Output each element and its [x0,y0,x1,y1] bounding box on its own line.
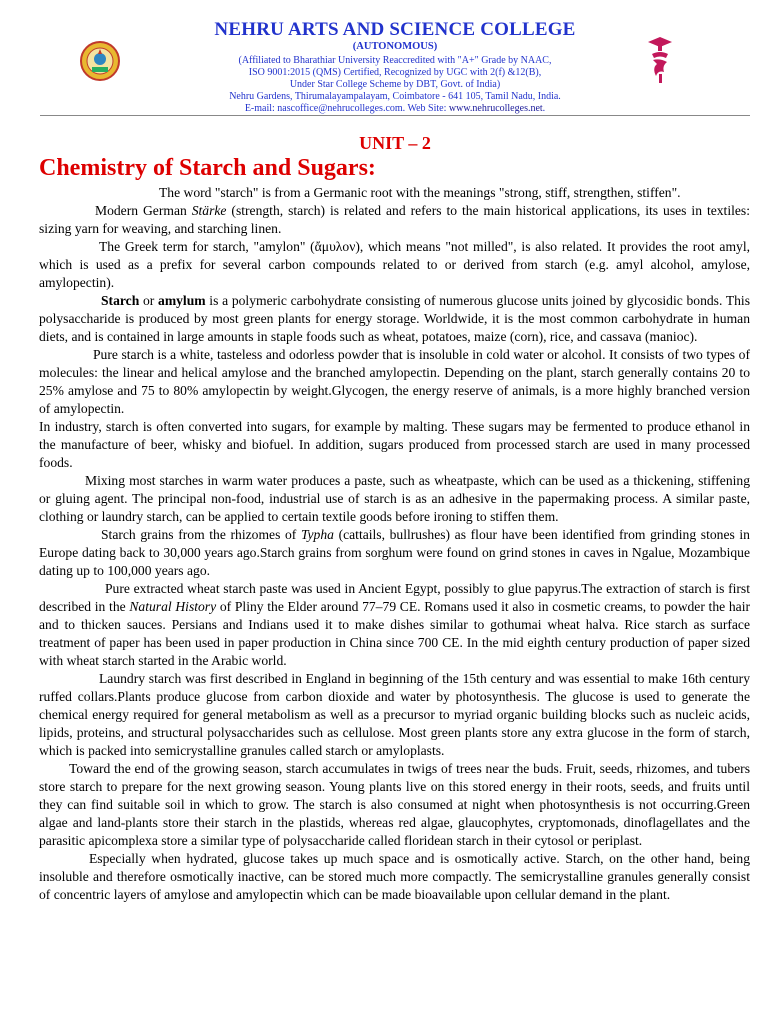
page-title: Chemistry of Starch and Sugars: [39,155,376,181]
college-name: NEHRU ARTS AND SCIENCE COLLEGE [214,19,576,40]
document-body [39,184,750,904]
paragraph: Mixing most starches in warm water produces a paste, such as wheatpaste, which can be used as a thickening, stiffening or gluing agent. The principal non-food, industrial use of starch is as an adhesive in the papermaking process. A similar paste, clothing or laundry starch, can be applied to certain textile goods before ironing to stiffen them. [39,473,750,524]
paragraph: Toward the end of the growing season, starch accumulates in twigs of trees near the buds. Fruit, seeds, rhizomes, and tubers store starch to prepare for the next growing season. Young plants live on this stored energy in their roots, seeds, and fruits until they can find suitable soil in which to grow. The starch is also consumed at night when photosynthesis is not occurring.Green algae and land-plants store their starch in the plastids, whereas red algae, glaucophytes, cryptomonads, dinoflagellates and the parasitic apicomplexa store a similar type of polysaccharide called floridean starch in their cytosol or periplast. [39,761,750,848]
affiliation-line: (Affiliated to Bharathiar University Reaccredited with "A+" Grade by NAAC, [238,55,552,66]
paragraph: Starch grains from the rhizomes of Typha (cattails, bullrushes) as flour have been identified from grinding stones in Europe dating back to 30,000 years ago.Starch grains from sorghum were found on grind stones in caves in Ngalue, Mozambique dating up to 100,000 years ago. [39,527,750,578]
paragraph: Pure starch is a white, tasteless and odorless powder that is insoluble in cold water or alcohol. It consists of two types of molecules: the linear and helical amylose and the branched amylopectin. Depending on the plant, starch generally contains 20 to 25% amylose and 75 to 80% amylopectin by weight.Glycogen, the energy reserve of animals, is a more highly branched version of amylopectin. [39,347,750,416]
scheme-line: Under Star College Scheme by DBT, Govt. of India) [289,79,501,90]
group-logo-icon [644,36,676,84]
paragraph: Modern German Stärke (strength, starch) is related and refers to the main historical applications, its uses in textiles: sizing yarn for weaving, and starching linen. [39,203,750,236]
college-header [0,0,768,116]
header-divider [40,115,750,116]
paragraph: In industry, starch is often converted into sugars, for example by malting. These sugars may be fermented to produce ethanol in the manufacture of beer, whisky and biofuel. In addition, sugars produced from processed starch are used in many processed foods. [39,419,750,470]
paragraph: Pure extracted wheat starch paste was used in Ancient Egypt, possibly to glue papyrus.The extraction of starch is first described in the Natural History of Pliny the Elder around 77–79 CE. Romans used it also in cosmetic creams, to powder the hair and to thicken sauces. Persians and Indians used it to make dishes similar to gothumai wheat halva. Rice starch as surface treatment of paper has been used in paper production in China since 700 CE. In the mid eighth century production of paper sized with wheat starch started in the Arabic world. [39,581,750,668]
email-text: E-mail: nascoffice@nehrucolleges.com. Web Site: [244,103,449,114]
certification-line: ISO 9001:2015 (QMS) Certified, Recognized by UGC with 2(f) &12(B), [248,67,542,78]
college-emblem-icon [80,40,120,84]
unit-heading: UNIT – 2 [359,133,431,153]
period: . [542,103,546,114]
website-link[interactable]: www.nehrucolleges.net [448,103,543,114]
autonomous-label: (AUTONOMOUS) [352,41,438,52]
paragraph: Laundry starch was first described in England in beginning of the 15th century and was essential to make 16th century ruffed collars.Plants produce glucose from carbon dioxide and water by photosynthesis. The glucose is used to generate the chemical energy required for general metabolism as well as a precursor to myriad organic building blocks such as nucleic acids, lipids, proteins, and structural polysaccharides such as cellulose. Most green plants store any extra glucose in the form of starch, which is packed into semicrystalline granules called starch or amyloplasts. [39,671,750,758]
paragraph: The word "starch" is from a Germanic root with the meanings "strong, stiff, strengthen, stiffen". [159,185,681,200]
contact-line [160,103,630,115]
address-line: Nehru Gardens, Thirumalayampalayam, Coimbatore - 641 105, Tamil Nadu, India. [229,91,561,102]
paragraph: Especially when hydrated, glucose takes up much space and is osmotically active. Starch, on the other hand, being insoluble and therefore osmotically inactive, can be stored much more compactly. The semicrystalline granules generally consist of concentric layers of amylose and amylopectin which can be made bioavailable upon cellular demand in the plant. [39,851,750,902]
paragraph: The Greek term for starch, "amylon" (ἄμυλον), which means "not milled", is also related. It provides the root amyl, which is used as a prefix for several carbon compounds related to or derived from starch (e.g. amyl alcohol, amylose, amylopectin). [39,239,750,290]
paragraph: Starch or amylum is a polymeric carbohydrate consisting of numerous glucose units joined by glycosidic bonds. This polysaccharide is produced by most green plants for energy storage. Worldwide, it is the most common carbohydrate in human diets, and is contained in large amounts in staple foods such as wheat, potatoes, maize (corn), rice, and cassava (manioc). [39,293,750,344]
